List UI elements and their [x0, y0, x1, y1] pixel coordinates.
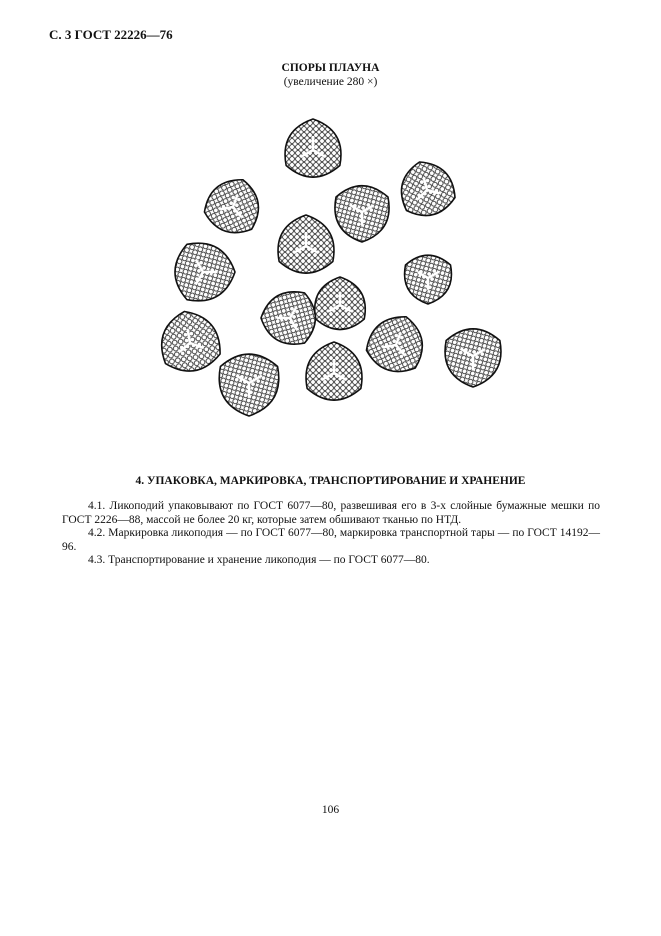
spores-illustration: [140, 100, 520, 430]
spore: [156, 306, 223, 375]
figure-title: СПОРЫ ПЛАУНА: [281, 62, 380, 74]
spore: [278, 215, 334, 273]
spore: [285, 119, 341, 177]
page-number: 106: [321, 804, 340, 816]
section-body: [62, 500, 600, 568]
page-header: С. 3 ГОСТ 22226—76: [49, 27, 173, 42]
paragraph-4-2: 4.2. Маркировка ликоподия — по ГОСТ 6077—80, маркировка транспортной тары — по ГОСТ 14192—96.: [62, 527, 600, 553]
spore: [306, 342, 362, 400]
spore: [362, 308, 432, 379]
spore: [162, 230, 242, 311]
spore: [326, 174, 402, 249]
paragraph-4-1: 4.1. Ликоподий упаковывают по ГОСТ 6077—80, развешивая его в 3-х слойные бумажные мешки по ГОСТ 2226—88, массой не более 20 кг, которые затем обшивают тканью по НТД.: [62, 500, 600, 526]
spore: [397, 245, 463, 310]
paragraph-4-3: 4.3. Транспортирование и хранение ликоподия — по ГОСТ 6077—80.: [88, 554, 430, 567]
section-title: 4. УПАКОВКА, МАРКИРОВКА, ТРАНСПОРТИРОВАНИЕ И ХРАНЕНИЕ: [135, 475, 526, 487]
spore: [315, 277, 366, 330]
spore: [394, 155, 459, 221]
spore: [200, 171, 268, 240]
figure-subtitle: (увеличение 280 ×): [283, 76, 378, 88]
spore: [209, 341, 292, 424]
spore: [436, 316, 514, 394]
